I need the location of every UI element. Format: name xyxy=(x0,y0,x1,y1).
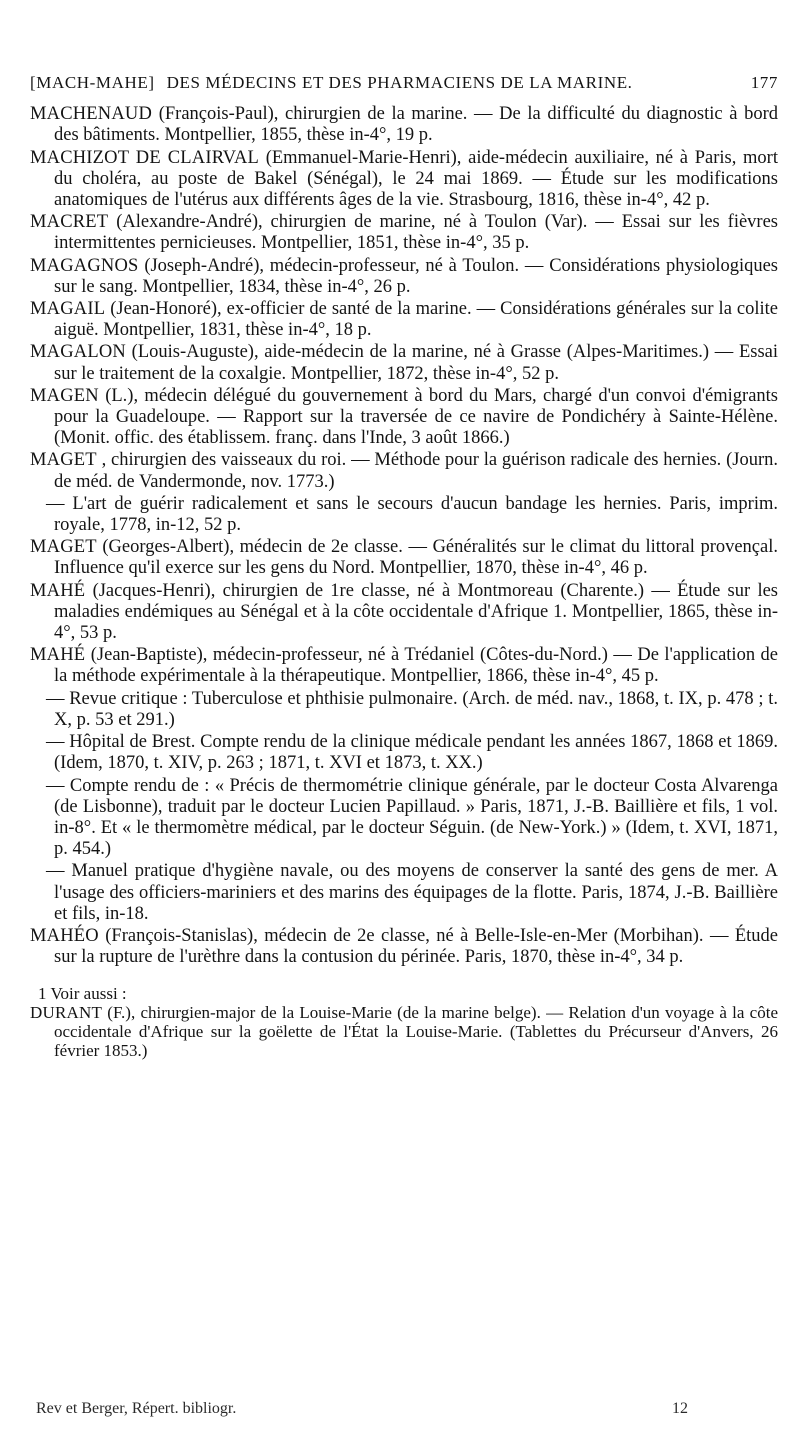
bibliography-entry xyxy=(30,212,778,254)
footnote-text: (F.), chirurgien-major de la Louise-Marie (de la marine belge). — Relation d'un voyage à la côte occidentale d'Afrique sur la goëlette de l'État la Louise-Marie. (Tablettes du Précurseur d'Anvers, 26 février 1853.) xyxy=(54,1003,779,1061)
bibliography-entry xyxy=(30,645,778,687)
entry-text: (L.), médecin délégué du gouvernement à bord du Mars, chargé d'un convoi d'émigrants pour la Guadeloupe. — Rapport sur la traversée de ce navire de Pondichéry à Sainte-Hélène. (Monit. offic. des établissem. franç. dans l'Inde, 3 août 1866.) xyxy=(54,385,778,449)
entry-text: — Manuel pratique d'hygiène navale, ou des moyens de conserver la santé des gens de mer. A l'usage des officiers-mariniers et des marins des équipages de la flotte. Paris, 1874, J.-B. Baillière et fils, in-18. xyxy=(46,861,778,924)
footnote-name: DURANT xyxy=(30,1003,103,1023)
running-head-title: DES MÉDECINS ET DES PHARMACIENS DE LA MARINE. xyxy=(166,73,633,92)
entry-text: — Hôpital de Brest. Compte rendu de la clinique médicale pendant les années 1867, 1868 et 1869. (Idem, 1870, t. XIV, p. 263 ; 1871, t. XVI et 1873, t. XX.) xyxy=(46,732,778,774)
entry-body xyxy=(30,926,778,968)
bibliography-entry xyxy=(30,861,778,925)
running-header xyxy=(30,72,778,93)
running-head-range: [MACH-MAHE] xyxy=(30,73,155,92)
author-name: MAGET xyxy=(30,537,97,558)
page-footer xyxy=(36,1398,688,1419)
entry-body xyxy=(30,494,778,536)
entry-body xyxy=(30,104,778,146)
entry-body xyxy=(30,212,778,254)
entry-body xyxy=(30,776,778,861)
entry-text: (Joseph-André), médecin-professeur, né à Toulon. — Considérations physiologiques sur le sang. Montpellier, 1834, thèse in-4°, 26 p. xyxy=(54,255,779,297)
footnote-entry xyxy=(30,1003,778,1060)
entry-text: (Georges-Albert), médecin de 2e classe. — Généralités sur le climat du littoral provençal. Influence qu'il exerce sur les gens du Nord. Montpellier, 1870, thèse in-4°, 46 p. xyxy=(54,537,778,579)
bibliography-entry xyxy=(30,689,778,731)
entry-text: (Louis-Auguste), aide-médecin de la marine, né à Grasse (Alpes-Maritimes.) — Essai sur le traitement de la coxalgie. Montpellier, 1872, thèse in-4°, 52 p. xyxy=(54,342,779,384)
entry-text: (Jacques-Henri), chirurgien de 1re classe, né à Montmoreau (Charente.) — Étude sur les maladies endémiques au Sénégal et à la côte occidentale d'Afrique 1. Montpellier, 1865, thèse in-4°, 53 p. xyxy=(54,580,778,644)
author-name: MAHÉO xyxy=(30,925,99,946)
entry-body xyxy=(30,581,778,645)
footnote xyxy=(30,984,778,1060)
entry-body xyxy=(30,861,778,925)
bibliography-entry xyxy=(30,537,778,579)
entry-body xyxy=(30,732,778,774)
entries-list xyxy=(30,104,778,968)
entry-text: (François-Paul), chirurgien de la marine. — De la difficulté du diagnostic à bord des bâtiments. Montpellier, 1855, thèse in-4°, 19 p. xyxy=(54,104,778,146)
bibliography-entry xyxy=(30,299,778,341)
bibliography-entry xyxy=(30,342,778,384)
entry-body xyxy=(30,450,778,492)
entry-body xyxy=(30,645,778,687)
running-head-group xyxy=(30,72,633,93)
entry-text: (Jean-Honoré), ex-officier de santé de la marine. — Considérations générales sur la colite aiguë. Montpellier, 1831, thèse in-4°, 18 p. xyxy=(54,299,778,341)
bibliography-entry xyxy=(30,494,778,536)
entry-text: (François-Stanislas), médecin de 2e classe, né à Belle-Isle-en-Mer (Morbihan). — Étude sur la rupture de l'urèthre dans la contusion du périnée. Paris, 1870, thèse in-4°, 34 p. xyxy=(54,925,778,968)
bibliography-entry xyxy=(30,148,778,212)
entry-body xyxy=(30,386,778,450)
author-name: MAGET xyxy=(30,450,97,471)
author-name: MAGALON xyxy=(30,342,126,363)
entry-body xyxy=(30,256,778,298)
footnote-intro: 1 Voir aussi : xyxy=(38,984,127,1004)
bibliography-entry xyxy=(30,776,778,861)
printer-signature: Rev et Berger, Répert. bibliogr. xyxy=(36,1400,237,1417)
entry-body xyxy=(30,537,778,579)
bibliography-entry xyxy=(30,256,778,298)
entry-body xyxy=(30,342,778,384)
bibliography-entry xyxy=(30,926,778,968)
entry-text: , chirurgien des vaisseaux du roi. — Méthode pour la guérison radicale des hernies. (Journ. de méd. de Vandermonde, nov. 1773.) xyxy=(54,450,779,492)
bibliography-entry xyxy=(30,104,778,146)
entry-body xyxy=(30,689,778,731)
entry-text: — Revue critique : Tuberculose et phthisie pulmonaire. (Arch. de méd. nav., 1868, t. IX, p. 478 ; t. X, p. 53 et 291.) xyxy=(46,688,778,730)
entry-text: (Alexandre-André), chirurgien de marine, né à Toulon (Var). — Essai sur les fièvres intermittentes pernicieuses. Montpellier, 1851, thèse in-4°, 35 p. xyxy=(54,212,779,254)
bibliography-entry xyxy=(30,386,778,450)
author-name: MAHÉ xyxy=(30,580,86,601)
sheet-number: 12 xyxy=(672,1400,688,1417)
author-name: MAGAIL xyxy=(30,299,106,320)
entry-text: — L'art de guérir radicalement et sans le secours d'aucun bandage les hernies. Paris, imprim. royale, 1778, in-12, 52 p. xyxy=(46,493,778,536)
entry-text: (Emmanuel-Marie-Henri), aide-médecin auxiliaire, né à Paris, mort du choléra, au poste de Bakel (Sénégal), le 24 mai 1869. — Étude sur les modifications anatomiques de l'utérus aux différents âges de la vie. Strasbourg, 1816, thèse in-4°, 42 p. xyxy=(54,147,778,211)
entry-body xyxy=(30,148,778,212)
page-number: 177 xyxy=(750,73,778,92)
author-name: MAGEN xyxy=(30,385,99,406)
bibliography-entry xyxy=(30,581,778,645)
author-name: MACRET xyxy=(30,212,109,233)
entry-text: — Compte rendu de : « Précis de thermométrie clinique générale, par le docteur Costa Alvarenga (de Lisbonne), traduit par le docteur Lucien Papillaud. » Paris, 1871, J.-B. Baillière et fils, 1 vol. in-8°. Et « le thermomètre médical, par le docteur Séguin. (de New-York.) » (Idem, t. XVI, 1871, p. 454.) xyxy=(46,775,778,860)
author-name: MAGAGNOS xyxy=(30,255,139,276)
bibliography-entry xyxy=(30,732,778,774)
author-name: MACHENAUD xyxy=(30,104,153,125)
entry-body xyxy=(30,299,778,341)
bibliography-entry xyxy=(30,450,778,492)
author-name: MAHÉ xyxy=(30,645,86,666)
entry-text: (Jean-Baptiste), médecin-professeur, né à Trédaniel (Côtes-du-Nord.) — De l'application de la méthode expérimentale à la thérapeutique. Montpellier, 1866, thèse in-4°, 45 p. xyxy=(54,645,779,687)
author-name: MACHIZOT DE CLAIRVAL xyxy=(30,147,260,168)
